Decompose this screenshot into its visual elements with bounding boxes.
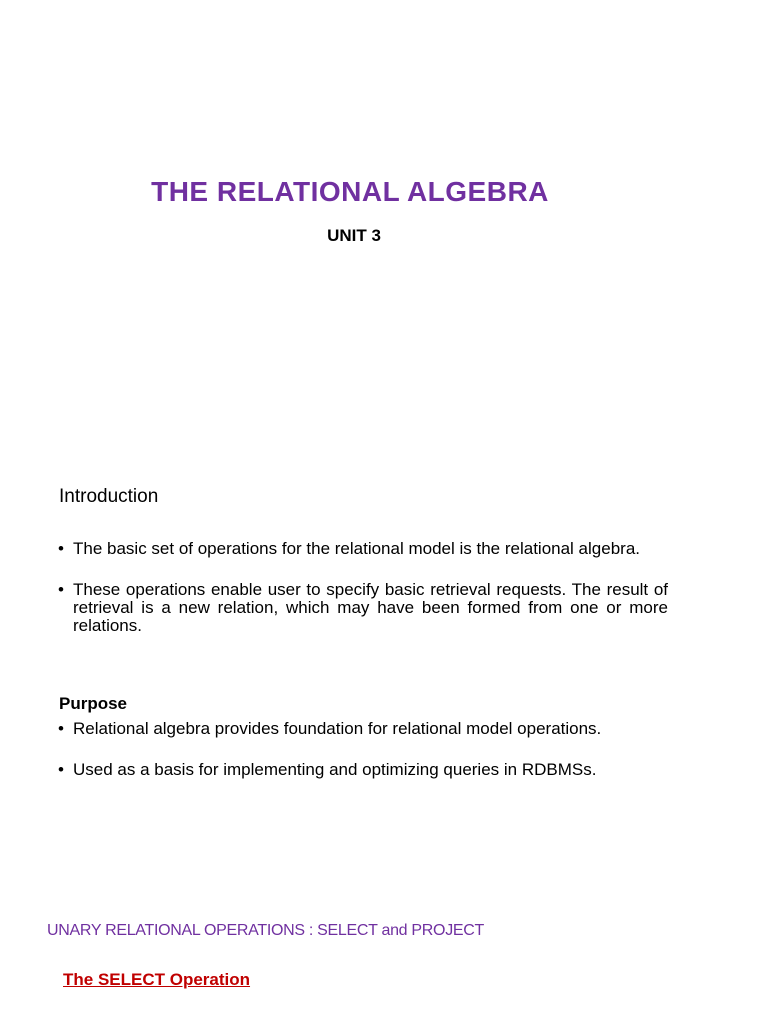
introduction-list	[58, 540, 668, 658]
bullet-icon: •	[58, 580, 64, 599]
select-operation-heading: The SELECT Operation	[63, 970, 251, 989]
introduction-heading: Introduction	[59, 486, 159, 507]
bullet-text: Used as a basis for implementing and optimizing queries in RDBMSs.	[73, 760, 597, 779]
list-item	[58, 581, 668, 635]
unary-operations-heading: UNARY RELATIONAL OPERATIONS : SELECT and PROJECT	[47, 922, 484, 939]
document-title: THE RELATIONAL ALGEBRA	[151, 176, 549, 207]
bullet-text: These operations enable user to specify basic retrieval requests. The result of retrieval is a new relation, which may have been formed from one or more relations.	[73, 580, 668, 635]
bullet-icon: •	[58, 539, 64, 558]
bullet-text: The basic set of operations for the relational model is the relational algebra.	[73, 539, 640, 558]
purpose-heading: Purpose	[59, 694, 128, 713]
list-item	[58, 720, 668, 738]
purpose-list	[58, 720, 668, 802]
list-item	[58, 540, 668, 558]
bullet-icon: •	[58, 719, 64, 738]
bullet-icon: •	[58, 760, 64, 779]
unit-label: UNIT 3	[327, 226, 381, 245]
bullet-text: Relational algebra provides foundation for relational model operations.	[73, 719, 602, 738]
list-item	[58, 761, 668, 779]
